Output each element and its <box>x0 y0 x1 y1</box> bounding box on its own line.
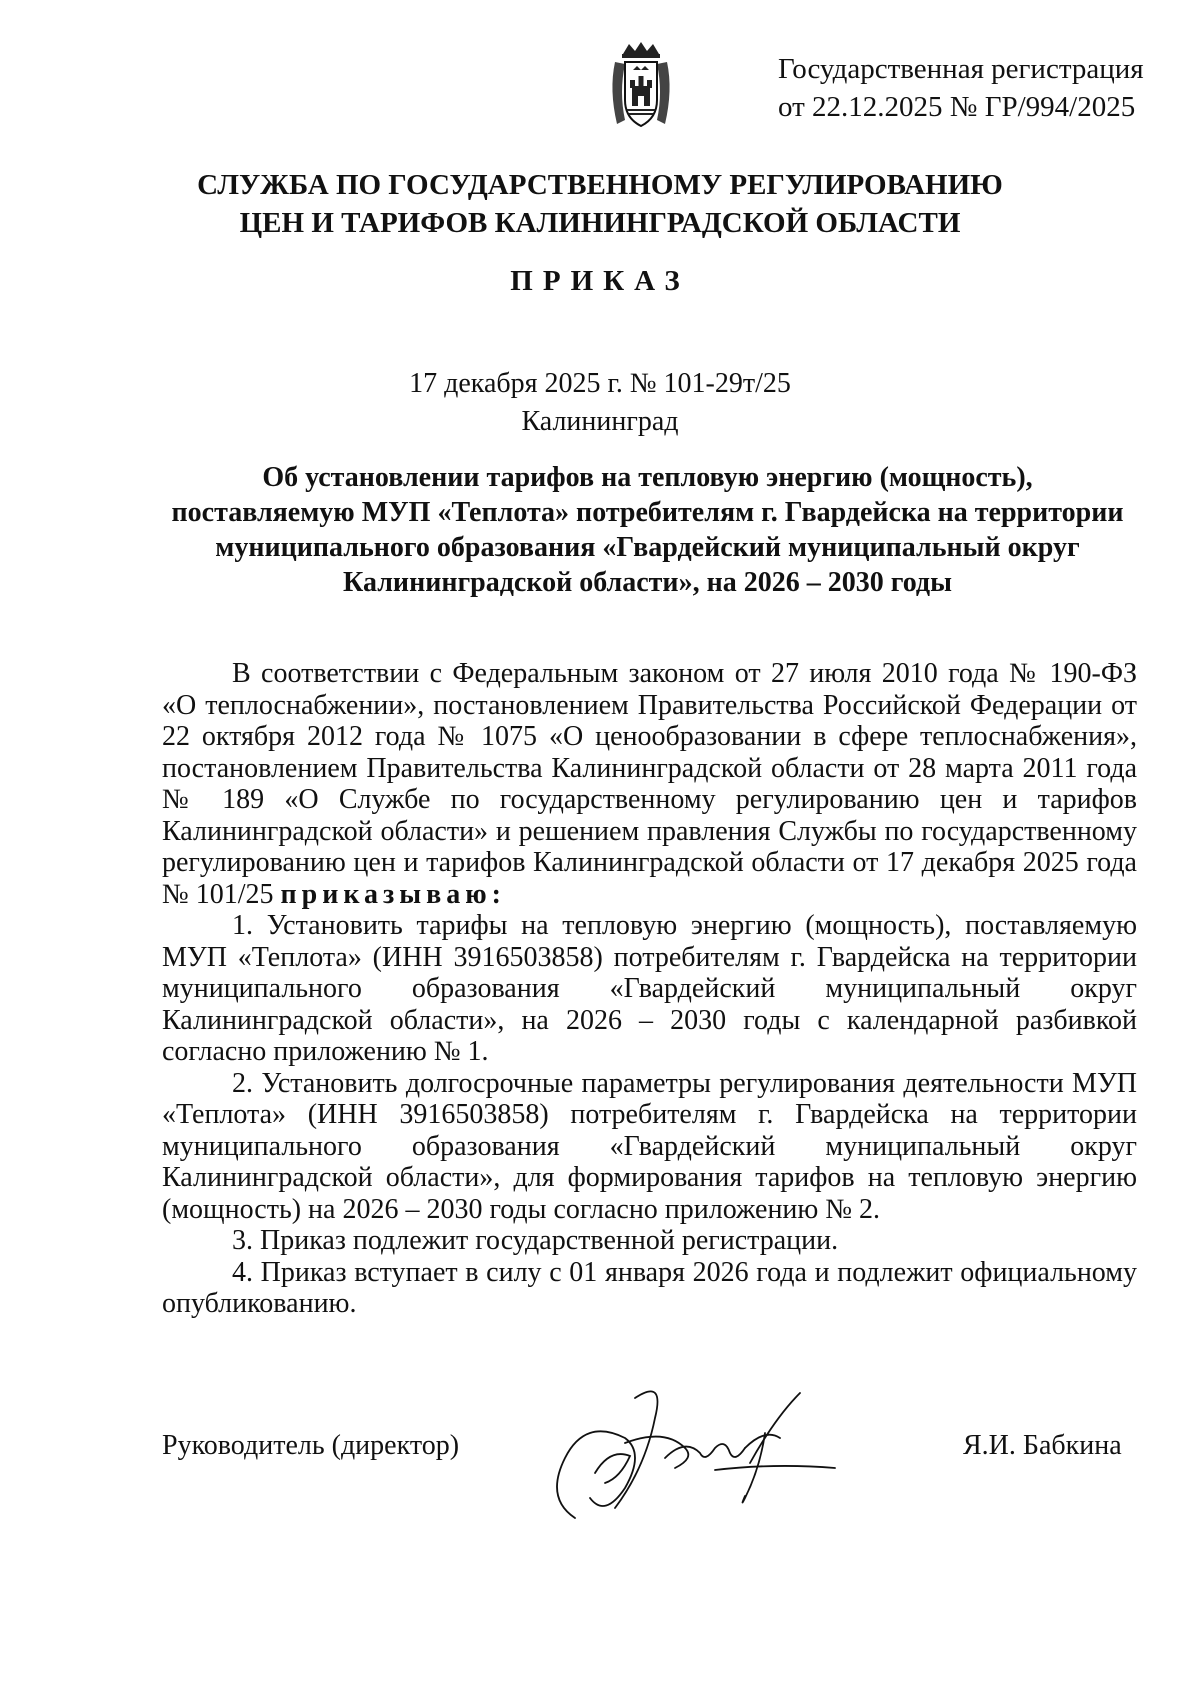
signatory-name: Я.И. Бабкина <box>963 1430 1122 1461</box>
registration-line-2: от 22.12.2025 № ГР/994/2025 <box>778 91 1136 123</box>
registration-line-1: Государственная регистрация <box>778 53 1144 85</box>
preamble-text: В соответствии с Федеральным законом от 27 июля 2010 года № 190-ФЗ «О теплоснабжении», постановлением Правительства Российской Федерации от 22 октября 2012 года № 1075 «О ценообразовании в сфере теплоснабжения», постановлением Правительства Калининградской области от 28 марта 2011 года № 189 «О Службе по государственному регулированию цен и тарифов Калининградской области» и решением правления Службы по государственному регулированию цен и тарифов Калининградской области от 17 декабря 2025 года № 101/25 <box>162 658 1137 910</box>
document-city: Калининград <box>521 406 679 437</box>
organization-line-2: ЦЕН И ТАРИФОВ КАЛИНИНГРАДСКОЙ ОБЛАСТИ <box>239 207 961 239</box>
state-registration <box>778 50 1144 126</box>
order-item-4: 4. Приказ вступает в силу с 01 января 2026 года и подлежит официальному опубликованию. <box>162 1256 1137 1319</box>
signatory-role: Руководитель (директор) <box>162 1430 460 1461</box>
document-type: ПРИКАЗ <box>510 265 690 297</box>
preamble-paragraph <box>162 658 1137 910</box>
document-title <box>160 460 1135 600</box>
organization-line-1: СЛУЖБА ПО ГОСУДАРСТВЕННОМУ РЕГУЛИРОВАНИЮ <box>197 169 1003 201</box>
coat-of-arms-icon <box>605 40 677 130</box>
title-line-1: Об установлении тарифов на тепловую энергию (мощность), <box>262 462 1033 493</box>
organization-name <box>60 166 1140 242</box>
order-word: приказываю: <box>280 878 507 910</box>
title-line-3: муниципального образования «Гвардейский муниципальный округ <box>215 532 1080 563</box>
title-line-4: Калининградской области», на 2026 – 2030 годы <box>343 567 952 598</box>
document-date-number: 17 декабря 2025 г. № 101-29т/25 <box>409 368 791 399</box>
document-body <box>162 658 1137 1320</box>
order-item-1: 1. Установить тарифы на тепловую энергию (мощность), поставляемую МУП «Теплота» (ИНН 3916503858) потребителям г. Гвардейска на территории муниципального образования «Гвардейский муниципальный округ Калининградской области», на 2026 – 2030 годы с календарной разбивкой согласно приложению № 1. <box>162 910 1137 1067</box>
title-line-2: поставляемую МУП «Теплота» потребителям г. Гвардейска на территории <box>171 497 1124 528</box>
order-item-3: 3. Приказ подлежит государственной регистрации. <box>232 1225 839 1256</box>
handwritten-signature-icon <box>535 1378 855 1528</box>
order-item-2: 2. Установить долгосрочные параметры регулирования деятельности МУП «Теплота» (ИНН 3916503858) потребителям г. Гвардейска на территории муниципального образования «Гвардейский муниципальный округ Калининградской области», для формирования тарифов на тепловую энергию (мощность) на 2026 – 2030 годы согласно приложению № 2. <box>162 1067 1137 1225</box>
